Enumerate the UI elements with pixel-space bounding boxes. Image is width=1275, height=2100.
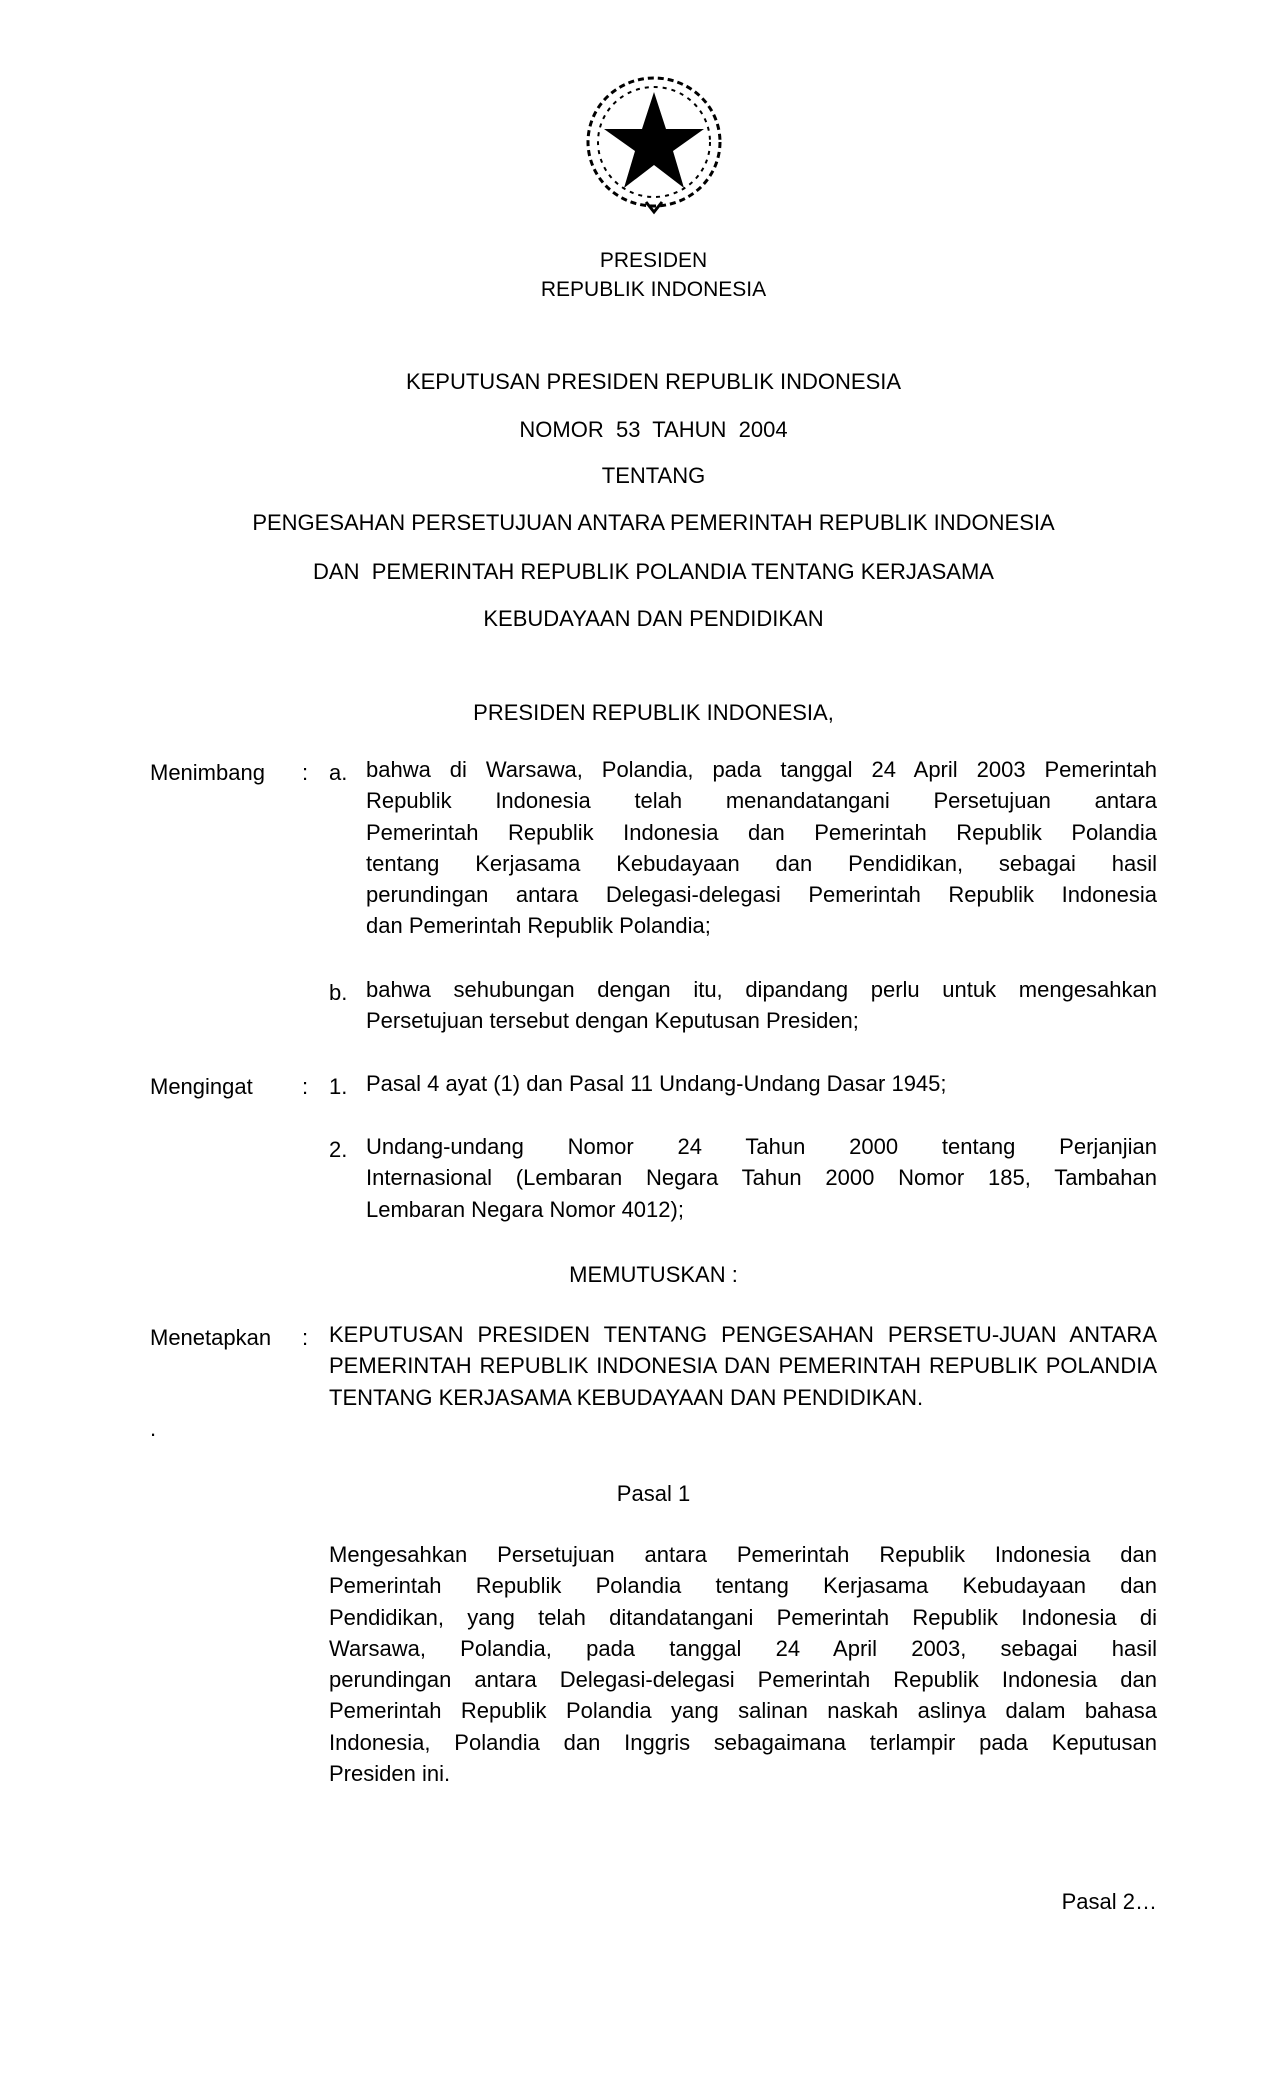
- text-line: Pendidikan, yang telah ditandatangani Pemerintah Republik Indonesia di: [329, 1604, 1157, 1630]
- text-line: TENTANG KERJASAMA KEBUDAYAAN DAN PENDIDIKAN.: [329, 1384, 924, 1410]
- text-line: perundingan antara Delegasi-delegasi Pemerintah Republik Indonesia dan: [329, 1667, 1157, 1693]
- mengingat-colon: :: [302, 1074, 309, 1099]
- text-line: Presiden ini.: [329, 1761, 451, 1787]
- menetapkan-colon: :: [302, 1325, 309, 1350]
- text-line: Warsawa, Polandia, pada tanggal 24 April 2003, sebagai hasil: [329, 1635, 1157, 1661]
- menimbang-colon: :: [302, 760, 309, 785]
- text-line: Indonesia, Polandia dan Inggris sebagaimana terlampir pada Keputusan: [329, 1729, 1157, 1755]
- menimbang-item-b: [366, 974, 1157, 1037]
- text-line: KEPUTUSAN PRESIDEN TENTANG PENGESAHAN PERSETU-JUAN ANTARA: [329, 1322, 1157, 1347]
- pasal1-body: [329, 1539, 1157, 1789]
- star-wreath-emblem: [580, 72, 728, 218]
- item-marker: 2.: [329, 1137, 348, 1162]
- text-line: PEMERINTAH REPUBLIK INDONESIA DAN PEMERINTAH REPUBLIK POLANDIA: [329, 1353, 1157, 1379]
- pasal1-heading: Pasal 1: [616, 1481, 691, 1506]
- text-line: Undang-undang Nomor 24 Tahun 2000 tentang Perjanjian: [366, 1134, 1157, 1159]
- mengingat-label: Mengingat: [150, 1074, 253, 1099]
- menetapkan-text: [329, 1319, 1157, 1413]
- text-line: tentang Kerjasama Kebudayaan dan Pendidikan, sebagai hasil: [366, 850, 1157, 876]
- item-marker: a.: [329, 760, 348, 785]
- next-page-reference: Pasal 2…: [1061, 1889, 1157, 1914]
- title-line3: TENTANG: [601, 463, 706, 488]
- menimbang-label: Menimbang: [150, 760, 265, 785]
- president-heading: PRESIDEN REPUBLIK INDONESIA,: [473, 700, 834, 725]
- text-line: Pasal 4 ayat (1) dan Pasal 11 Undang-Undang Dasar 1945;: [366, 1071, 947, 1096]
- text-line: perundingan antara Delegasi-delegasi Pemerintah Republik Indonesia: [366, 882, 1157, 908]
- title-line5: DAN PEMERINTAH REPUBLIK POLANDIA TENTANG KERJASAMA: [313, 559, 994, 584]
- stray-dot: .: [150, 1416, 157, 1441]
- memutuskan-heading: MEMUTUSKAN :: [569, 1262, 738, 1287]
- menimbang-item-a: [366, 754, 1157, 942]
- item-marker: b.: [329, 980, 348, 1005]
- text-line: Pemerintah Republik Polandia tentang Kerjasama Kebudayaan dan: [329, 1573, 1157, 1599]
- text-line: Internasional (Lembaran Negara Tahun 2000 Nomor 185, Tambahan: [366, 1165, 1157, 1191]
- text-line: Republik Indonesia telah menandatangani Persetujuan antara: [366, 788, 1157, 814]
- text-line: Lembaran Negara Nomor 4012);: [366, 1196, 684, 1222]
- text-line: Pemerintah Republik Indonesia dan Pemerintah Republik Polandia: [366, 819, 1157, 845]
- text-line: dan Pemerintah Republik Polandia;: [366, 913, 711, 939]
- menetapkan-label: Menetapkan: [150, 1325, 272, 1350]
- title-line1: KEPUTUSAN PRESIDEN REPUBLIK INDONESIA: [405, 369, 902, 394]
- title-line2: NOMOR 53 TAHUN 2004: [519, 417, 788, 442]
- title-line4: PENGESAHAN PERSETUJUAN ANTARA PEMERINTAH REPUBLIK INDONESIA: [252, 510, 1055, 535]
- title-line6: KEBUDAYAAN DAN PENDIDIKAN: [483, 606, 824, 631]
- item-marker: 1.: [329, 1074, 348, 1099]
- text-line: Pemerintah Republik Polandia yang salinan naskah aslinya dalam bahasa: [329, 1698, 1157, 1724]
- text-line: bahwa di Warsawa, Polandia, pada tanggal 24 April 2003 Pemerintah: [366, 757, 1157, 782]
- text-line: bahwa sehubungan dengan itu, dipandang perlu untuk mengesahkan: [366, 977, 1157, 1002]
- mengingat-item-1: [366, 1068, 1157, 1099]
- text-line: Mengesahkan Persetujuan antara Pemerintah Republik Indonesia dan: [329, 1542, 1157, 1567]
- letterhead-line2: REPUBLIK INDONESIA: [540, 278, 767, 301]
- text-line: Persetujuan tersebut dengan Keputusan Presiden;: [366, 1008, 859, 1034]
- mengingat-item-2: [366, 1131, 1157, 1225]
- letterhead-line1: PRESIDEN: [599, 249, 708, 272]
